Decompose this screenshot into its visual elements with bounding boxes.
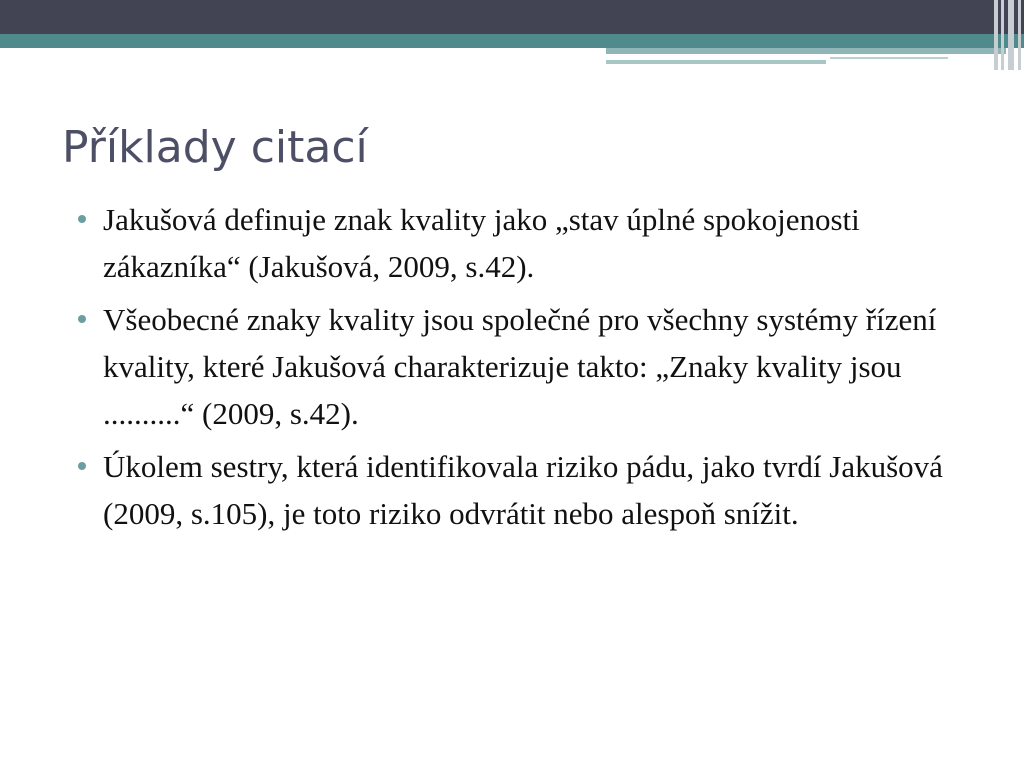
bullet-list bbox=[78, 196, 968, 543]
header-accent-line bbox=[606, 60, 826, 64]
bullet-item bbox=[78, 443, 968, 537]
header-accent-line bbox=[606, 48, 1006, 54]
header-dark-band bbox=[0, 0, 1024, 34]
bullet-text: Všeobecné znaky kvality jsou společné pro všechny systémy řízení kvality, které Jakušová charakterizuje takto: „Znaky kvality jsou ..........“ (2009, s.42). bbox=[103, 302, 937, 431]
bullet-text: Úkolem sestry, která identifikovala riziko pádu, jako tvrdí Jakušová (2009, s.105), je toto riziko odvrátit nebo alespoň snížit. bbox=[103, 449, 943, 531]
bullet-item bbox=[78, 296, 968, 437]
bullet-item bbox=[78, 196, 968, 290]
bullet-dot-icon bbox=[78, 215, 86, 223]
slide-title: Příklady citací bbox=[62, 122, 368, 173]
header-corner-stripe bbox=[1018, 0, 1021, 70]
bullet-dot-icon bbox=[78, 462, 86, 470]
header-corner-stripe bbox=[1001, 0, 1004, 70]
bullet-text: Jakušová definuje znak kvality jako „stav úplné spokojenosti zákazníka“ (Jakušová, 2009, s.42). bbox=[103, 202, 860, 284]
header-corner-stripe bbox=[1008, 0, 1014, 70]
header-corner-stripe bbox=[994, 0, 998, 70]
header-accent-line bbox=[830, 57, 948, 59]
bullet-dot-icon bbox=[78, 315, 86, 323]
header-teal-band bbox=[0, 34, 1024, 48]
